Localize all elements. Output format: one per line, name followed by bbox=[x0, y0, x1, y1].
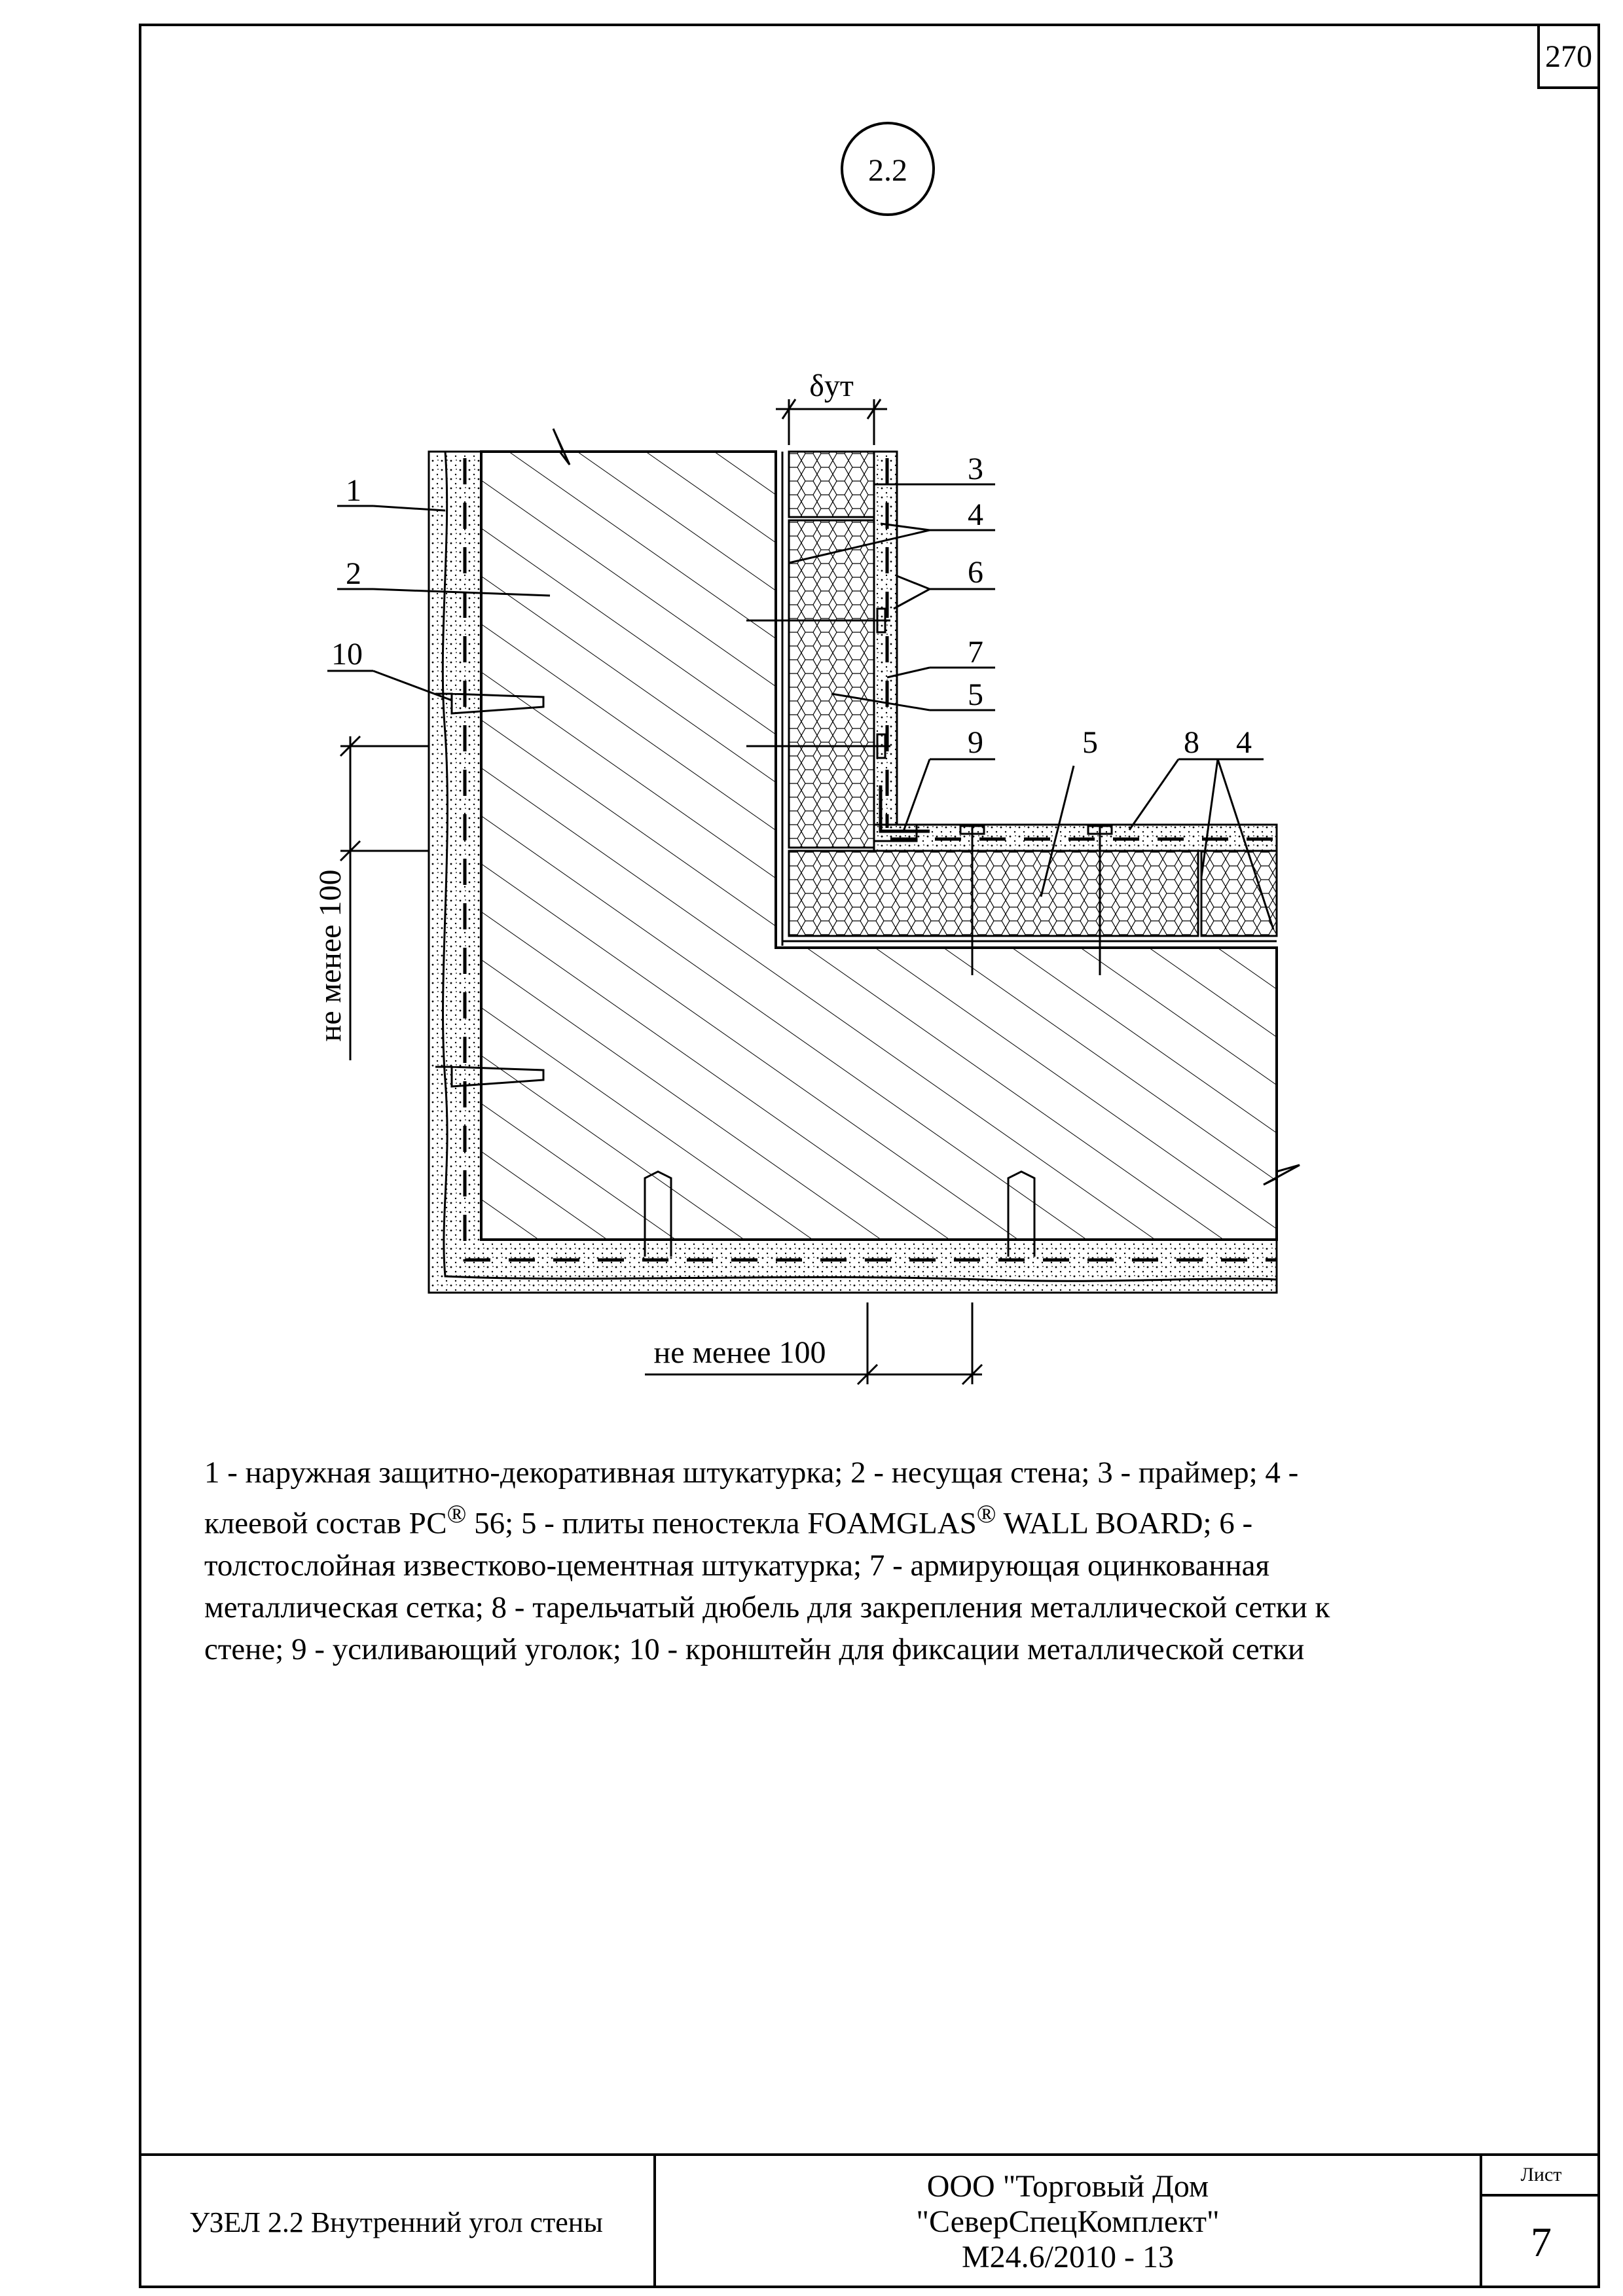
dimension-insulation bbox=[776, 399, 887, 445]
page-number: 270 bbox=[1537, 24, 1600, 89]
node-marker-label: 2.2 bbox=[868, 153, 907, 188]
title-block bbox=[139, 2153, 1600, 2288]
legend-line-2: клеевой состав РС® 56; 5 - плиты пеностекла FOAMGLAS® WALL BOARD; 6 - bbox=[204, 1500, 1253, 1541]
callout-6: 6 bbox=[968, 555, 983, 590]
dimension-insulation-label: δут bbox=[809, 368, 854, 403]
sheet-label: Лист bbox=[1482, 2156, 1600, 2197]
sheet-cell bbox=[1482, 2156, 1600, 2288]
legend bbox=[204, 1452, 1533, 1670]
callout-5b: 5 bbox=[1082, 725, 1098, 760]
sheet-number: 7 bbox=[1531, 2219, 1552, 2265]
legend-line-3: толстослойная известково-цементная штукатурка; 7 - армирующая оцинкованная bbox=[204, 1548, 1270, 1583]
callout-2: 2 bbox=[346, 556, 361, 591]
callout-4a: 4 bbox=[968, 497, 983, 532]
foamglas-board-horizontal bbox=[789, 851, 1198, 936]
callout-7: 7 bbox=[968, 635, 983, 670]
foamglas-board-vertical bbox=[789, 520, 874, 848]
legend-line-5: стене; 9 - усиливающий уголок; 10 - кронштейн для фиксации металлической сетки bbox=[204, 1632, 1305, 1666]
doc-code: М24.6/2010 - 13 bbox=[962, 2240, 1174, 2274]
foamglas-board-top bbox=[789, 452, 874, 517]
callout-8: 8 bbox=[1184, 725, 1199, 760]
node-marker bbox=[842, 123, 934, 215]
dimension-horizontal-label: не менее 100 bbox=[653, 1335, 826, 1370]
dimension-vertical-spacing bbox=[340, 736, 429, 1060]
callout-1: 1 bbox=[346, 473, 361, 508]
thick-plaster-vertical bbox=[874, 452, 917, 841]
org-line-2: "СеверСпецКомплект" bbox=[916, 2204, 1220, 2239]
legend-line-4: металлическая сетка; 8 - тарельчатый дюбель для закрепления металлической сетки к bbox=[204, 1590, 1330, 1624]
foamglas-board-horizontal-end bbox=[1201, 851, 1277, 936]
callout-9: 9 bbox=[968, 725, 983, 760]
dimension-vertical-label: не менее 100 bbox=[313, 869, 348, 1042]
node-title: УЗЕЛ 2.2 Внутренний угол стены bbox=[139, 2156, 656, 2288]
callout-4b: 4 bbox=[1236, 725, 1252, 760]
callout-3: 3 bbox=[968, 452, 983, 486]
organization-block bbox=[656, 2156, 1482, 2288]
callout-5a: 5 bbox=[968, 677, 983, 712]
legend-line-1: 1 - наружная защитно-декоративная штукатурка; 2 - несущая стена; 3 - праймер; 4 - bbox=[204, 1456, 1299, 1490]
org-line-1: ООО "Торговый Дом bbox=[926, 2169, 1209, 2204]
callout-10: 10 bbox=[331, 637, 363, 672]
